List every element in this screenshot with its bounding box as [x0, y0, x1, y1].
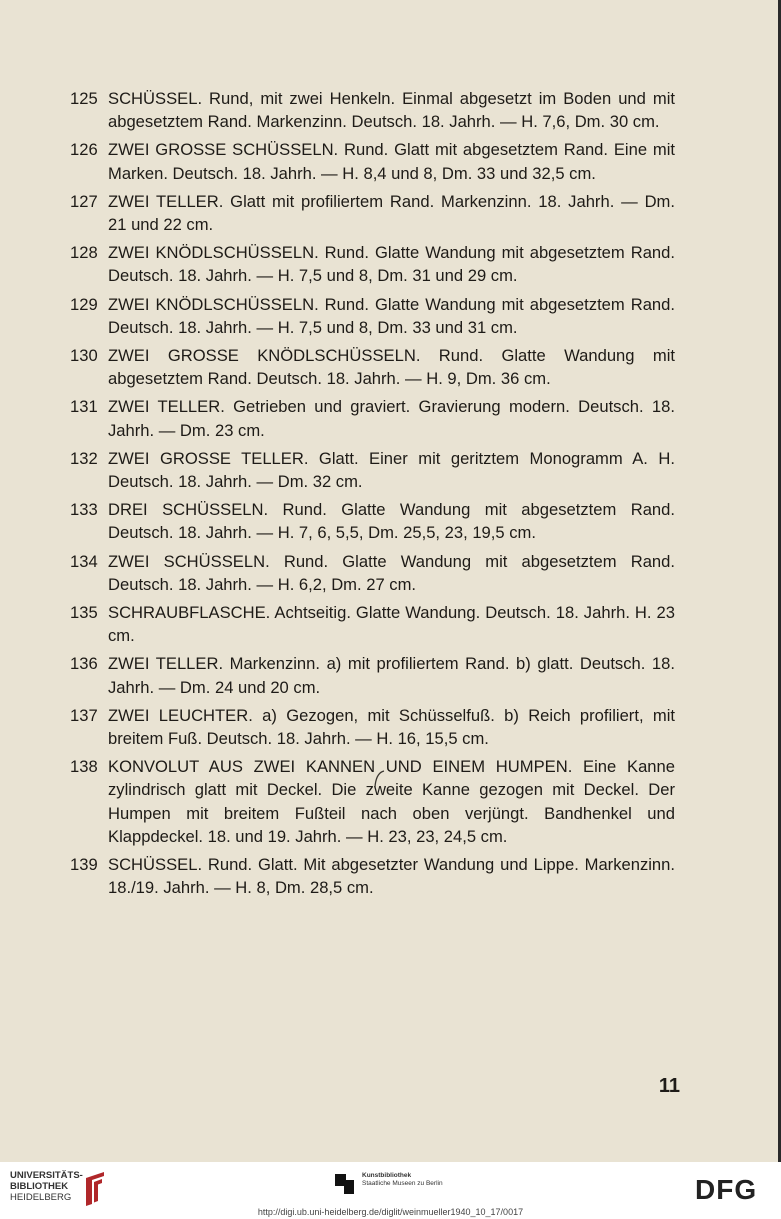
entry-text: ZWEI LEUCHTER. a) Gezogen, mit Schüsselfuß. b) Reich profiliert, mit breitem Fuß. Deutsch. 18. Jahrh. — H. 16, 15,5 cm.: [108, 705, 675, 749]
entry-text: ZWEI KNÖDLSCHÜSSELN. Rund. Glatte Wandung mit abgesetztem Rand. Deutsch. 18. Jahrh. — H. 7,5 und 8, Dm. 31 und 29 cm.: [108, 243, 675, 286]
entry-number: 130: [70, 346, 98, 366]
catalog-entry: [70, 550, 675, 596]
entry-number: 129: [70, 294, 98, 314]
entry-text: SCHÜSSEL. Rund. Glatt. Mit abgesetzter Wandung und Lippe. Markenzinn. 18./19. Jahrh. — H. 8, Dm. 28,5 cm.: [108, 855, 675, 898]
source-url[interactable]: http://digi.ub.uni-heidelberg.de/diglit/weinmueller1940_10_17/0017: [257, 1207, 524, 1217]
entry-number: 136: [70, 654, 98, 674]
pencil-mark: [372, 770, 386, 788]
catalog-entry: [70, 241, 675, 287]
entry-text: ZWEI SCHÜSSELN. Rund. Glatte Wandung mit abgesetztem Rand. Deutsch. 18. Jahrh. — H. 6,2, Dm. 27 cm.: [108, 551, 675, 594]
catalog-entry: [70, 601, 675, 647]
entry-text: SCHÜSSEL. Rund, mit zwei Henkeln. Einmal abgesetzt im Boden und mit abgesetztem Rand. Markenzinn. Deutsch. 18. Jahrh. — H. 7,6, Dm. 30 cm.: [108, 89, 675, 132]
university-logo-icon: [80, 1168, 110, 1208]
entry-text: ZWEI TELLER. Markenzinn. a) mit profiliertem Rand. b) glatt. Deutsch. 18. Jahrh. — Dm. 24 und 20 cm.: [108, 654, 675, 697]
entry-number: 131: [70, 397, 98, 417]
catalog-entry: [70, 293, 675, 339]
catalog-entry: [70, 853, 675, 899]
entry-number: 126: [70, 140, 98, 160]
entry-text: DREI SCHÜSSELN. Rund. Glatte Wandung mit abgesetztem Rand. Deutsch. 18. Jahrh. — H. 7, 6, 5,5, Dm. 25,5, 23, 19,5 cm.: [108, 500, 675, 543]
entry-number: 133: [70, 500, 98, 520]
catalog-entry: [70, 138, 675, 184]
entry-text: ZWEI KNÖDLSCHÜSSELN. Rund. Glatte Wandung mit abgesetztem Rand. Deutsch. 18. Jahrh. — H. 7,5 und 8, Dm. 33 und 31 cm.: [108, 294, 675, 337]
entry-number: 138: [70, 757, 98, 777]
entry-text: ZWEI TELLER. Glatt mit profiliertem Rand. Markenzinn. 18. Jahrh. — Dm. 21 und 22 cm.: [108, 191, 675, 235]
university-library-label: UNIVERSITÄTS- BIBLIOTHEK HEIDELBERG: [10, 1170, 83, 1203]
entry-number: 128: [70, 243, 98, 263]
entry-text: ZWEI GROSSE KNÖDLSCHÜSSELN. Rund. Glatte Wandung mit abgesetztem Rand. Deutsch. 18. Jahrh. — H. 9, Dm. 36 cm.: [108, 346, 675, 389]
entry-text: SCHRAUBFLASCHE. Achtseitig. Glatte Wandung. Deutsch. 18. Jahrh. H. 23 cm.: [108, 603, 675, 646]
entry-number: 137: [70, 705, 98, 725]
catalog-entry: [70, 344, 675, 390]
entry-text: ZWEI TELLER. Getrieben und graviert. Gravierung modern. Deutsch. 18. Jahrh. — Dm. 23 cm.: [108, 397, 675, 440]
page-number: 11: [658, 1075, 680, 1097]
entry-text: ZWEI GROSSE SCHÜSSELN. Rund. Glatt mit abgesetztem Rand. Eine mit Marken. Deutsch. 18. Jahrh. — H. 8,4 und 8, Dm. 33 und 32,5 cm.: [108, 140, 675, 183]
entry-number: 127: [70, 191, 98, 211]
entry-number: 135: [70, 603, 98, 623]
catalog-entry: [70, 704, 675, 750]
entry-number: 139: [70, 855, 98, 875]
catalog-entry: [70, 652, 675, 698]
kunstbibliothek-logo-icon: [332, 1170, 358, 1198]
entry-text: ZWEI GROSSE TELLER. Glatt. Einer mit geritztem Monogramm A. H. Deutsch. 18. Jahrh. — Dm. 32 cm.: [108, 448, 675, 492]
entry-text: KONVOLUT AUS ZWEI KANNEN UND EINEM HUMPEN. Eine Kanne zylindrisch glatt mit Deckel. Die zweite Kanne gezogen mit Deckel. Der Humpen mit breitem Fußteil nach oben verjüngt. Bandhenkel und Klappdeckel. 18. und 19. Jahrh. — H. 23, 23, 24,5 cm.: [108, 757, 675, 846]
entry-number: 132: [70, 448, 98, 468]
catalog-entry: [70, 87, 675, 133]
catalog-entry: [70, 498, 675, 544]
catalog-entry: [70, 395, 675, 441]
footer-bar: [0, 1162, 781, 1219]
kunstbibliothek-label: Kunstbibliothek Staatliche Museen zu Berlin: [362, 1172, 443, 1187]
dfg-logo: DFG: [695, 1174, 758, 1205]
catalog-entry: [70, 447, 675, 493]
catalog-entry: [70, 190, 675, 236]
entry-number: 125: [70, 89, 98, 108]
entry-number: 134: [70, 551, 98, 571]
